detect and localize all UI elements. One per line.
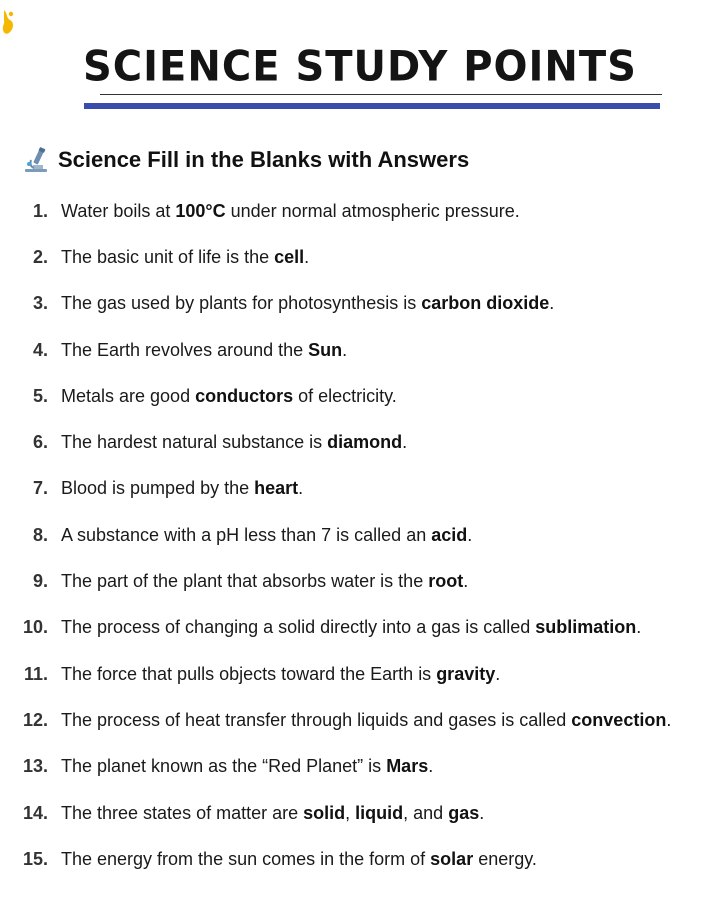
item-number: 6. (32, 432, 48, 453)
item-number: 13. (22, 756, 48, 777)
list-item (0, 512, 720, 558)
list-item (0, 281, 720, 327)
question-text: The Earth revolves around the (61, 339, 309, 360)
question-text: The process of heat transfer through liquids and gases is called (61, 709, 572, 730)
item-text (61, 710, 671, 731)
item-text (61, 849, 537, 870)
list-item (0, 836, 720, 882)
answer-text: Mars (386, 756, 429, 777)
question-text: , (345, 802, 356, 823)
item-number: 8. (32, 524, 48, 545)
question-text: . (342, 339, 348, 360)
question-text: Metals are good (61, 385, 196, 406)
answer-text: root (428, 571, 464, 592)
question-text: The energy from the sun comes in the form of (61, 848, 431, 869)
microscope-icon (22, 146, 50, 174)
answer-text: carbon dioxide (421, 293, 550, 314)
list-item (0, 234, 720, 280)
question-text: The planet known as the “Red Planet” is (61, 756, 387, 777)
list-item (0, 790, 720, 836)
item-text (61, 478, 303, 499)
answer-text: solar (430, 848, 474, 869)
question-text: . (428, 756, 434, 777)
answer-text: diamond (327, 432, 403, 453)
item-number: 7. (32, 478, 48, 499)
answer-text: cell (274, 246, 305, 267)
question-text: A substance with a pH less than 7 is called an (61, 524, 432, 545)
list-item (0, 466, 720, 512)
question-text: of electricity. (293, 385, 397, 406)
question-text: Water boils at (61, 200, 176, 221)
page-title: SCIENCE STUDY POINTS (83, 42, 637, 92)
item-number: 11. (23, 663, 48, 684)
item-number: 3. (32, 293, 48, 314)
question-text: The part of the plant that absorbs water is the (61, 571, 429, 592)
list-item (0, 327, 720, 373)
item-text (61, 756, 433, 777)
question-text: The three states of matter are (61, 802, 304, 823)
list-item (0, 697, 720, 743)
question-text: . (467, 524, 473, 545)
title-accent-bar (84, 103, 660, 109)
question-text: The process of changing a solid directly into a gas is called (61, 617, 536, 638)
answer-text: acid (431, 524, 468, 545)
question-text: . (495, 663, 501, 684)
list-item (0, 605, 720, 651)
question-list (0, 188, 720, 882)
question-text: The basic unit of life is the (61, 246, 275, 267)
question-text: energy. (473, 848, 537, 869)
item-text (61, 340, 347, 361)
item-text (61, 803, 484, 824)
list-item (0, 651, 720, 697)
question-text: The hardest natural substance is (61, 432, 328, 453)
item-text (61, 525, 472, 546)
answer-text: conductors (195, 385, 294, 406)
item-number: 9. (32, 571, 48, 592)
answer-text: convection (571, 709, 667, 730)
answer-text: sublimation (535, 617, 637, 638)
section-heading-text: Science Fill in the Blanks with Answers (58, 147, 470, 172)
section-heading (22, 146, 469, 174)
item-text (61, 201, 520, 222)
item-number: 12. (22, 709, 48, 730)
question-text: under normal atmospheric pressure. (225, 200, 520, 221)
question-text: . (479, 802, 485, 823)
item-text (61, 247, 309, 268)
question-text: . (549, 293, 555, 314)
question-text: , and (403, 802, 449, 823)
item-text (61, 571, 468, 592)
item-text (61, 617, 641, 638)
hand-icon (2, 8, 16, 38)
item-number: 5. (32, 385, 48, 406)
question-text: . (666, 709, 672, 730)
answer-text: solid (303, 802, 346, 823)
item-text (61, 386, 397, 407)
answer-text: 100°C (175, 200, 226, 221)
item-number: 10. (22, 617, 48, 638)
question-text: . (402, 432, 408, 453)
item-text (61, 293, 554, 314)
question-text: The force that pulls objects toward the Earth is (61, 663, 437, 684)
question-text: . (298, 478, 304, 499)
question-text: . (636, 617, 642, 638)
list-item (0, 744, 720, 790)
item-number: 15. (22, 848, 48, 869)
question-text: . (463, 571, 469, 592)
answer-text: gravity (436, 663, 496, 684)
item-number: 2. (32, 246, 48, 267)
item-text (61, 664, 500, 685)
list-item (0, 373, 720, 419)
answer-text: liquid (355, 802, 404, 823)
title-underline (100, 94, 662, 95)
item-number: 14. (22, 802, 48, 823)
item-text (61, 432, 407, 453)
item-number: 1. (32, 200, 48, 221)
question-text: Blood is pumped by the (61, 478, 255, 499)
list-item (0, 558, 720, 604)
question-text: . (304, 246, 310, 267)
answer-text: Sun (308, 339, 343, 360)
item-number: 4. (32, 339, 48, 360)
list-item (0, 419, 720, 465)
answer-text: heart (254, 478, 299, 499)
question-text: The gas used by plants for photosynthesis is (61, 293, 422, 314)
answer-text: gas (448, 802, 480, 823)
list-item (0, 188, 720, 234)
